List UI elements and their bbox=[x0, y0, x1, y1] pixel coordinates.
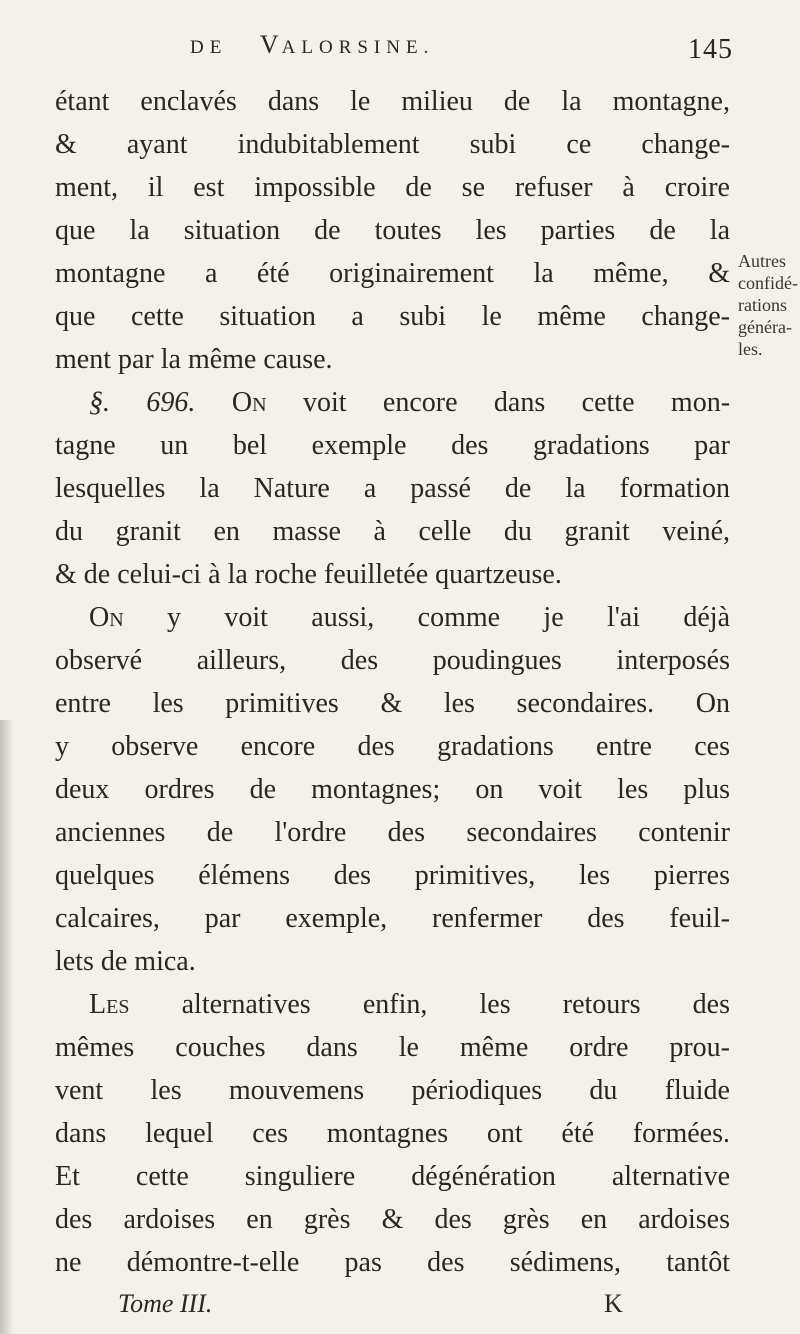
margin-note-line: généra- bbox=[738, 317, 792, 337]
text-line: Et cette singuliere dégénération alternative bbox=[55, 1161, 730, 1192]
margin-note-line: les. bbox=[738, 339, 763, 359]
margin-note-line: rations bbox=[738, 295, 787, 315]
paragraph-first-text: alternatives enfin, les retours des bbox=[181, 989, 730, 1020]
page-number: 145 bbox=[688, 34, 733, 65]
text-line: dans lequel ces montagnes ont été formées. bbox=[55, 1118, 730, 1149]
text-line: du granit en masse à celle du granit veiné, bbox=[55, 516, 730, 547]
text-line: y observe encore des gradations entre ces bbox=[55, 731, 730, 762]
margin-note bbox=[738, 250, 800, 360]
text-line: que cette situation a subi le même change- bbox=[55, 301, 730, 332]
text-line: que la situation de toutes les parties de la bbox=[55, 215, 730, 246]
text-line: ment par la même cause. bbox=[55, 344, 333, 375]
section-lead-word: On bbox=[231, 387, 267, 418]
text-line: lets de mica. bbox=[55, 946, 196, 977]
page-footer bbox=[118, 1289, 718, 1323]
running-head bbox=[190, 30, 610, 60]
text-line: mêmes couches dans le même ordre prou- bbox=[55, 1032, 730, 1063]
paragraph-lead-word: Les bbox=[89, 989, 130, 1020]
paragraph-first-text: y voit aussi, comme je l'ai déjà bbox=[167, 602, 730, 633]
body-text bbox=[55, 80, 730, 1284]
text-line: quelques élémens des primitives, les pierres bbox=[55, 860, 730, 891]
text-line: étant enclavés dans le milieu de la montagne, bbox=[55, 86, 730, 117]
signature-mark: K bbox=[604, 1289, 623, 1318]
paragraph-first-line bbox=[55, 596, 730, 639]
section-first-line bbox=[55, 381, 730, 424]
running-head-initial: V bbox=[259, 30, 282, 59]
running-head-prefix: DE bbox=[190, 37, 228, 58]
section-first-text: voit encore dans cette mon- bbox=[302, 387, 731, 418]
text-line: des ardoises en grès & des grès en ardoises bbox=[55, 1204, 730, 1235]
running-head-rest: ALORSINE. bbox=[281, 37, 435, 58]
margin-note-line: Autres bbox=[738, 251, 786, 271]
text-line: ment, il est impossible de se refuser à croire bbox=[55, 172, 730, 203]
text-line: entre les primitives & les secondaires. On bbox=[55, 688, 730, 719]
text-line: deux ordres de montagnes; on voit les plus bbox=[55, 774, 730, 805]
text-line: vent les mouvemens périodiques du fluide bbox=[55, 1075, 730, 1106]
text-line: & ayant indubitablement subi ce change- bbox=[55, 129, 730, 160]
page-edge-shadow bbox=[0, 720, 14, 1334]
paragraph-lead-word: On bbox=[89, 602, 124, 633]
margin-note-line: confidé- bbox=[738, 273, 798, 293]
text-line: tagne un bel exemple des gradations par bbox=[55, 430, 730, 461]
paragraph-first-line bbox=[55, 983, 730, 1026]
volume-label: Tome III. bbox=[118, 1289, 213, 1318]
section-number: §. 696. bbox=[89, 387, 196, 418]
text-line: lesquelles la Nature a passé de la formation bbox=[55, 473, 730, 504]
text-line: & de celui-ci à la roche feuilletée quartzeuse. bbox=[55, 559, 562, 590]
text-line: observé ailleurs, des poudingues interposés bbox=[55, 645, 730, 676]
text-line: ne démontre-t-elle pas des sédimens, tantôt bbox=[55, 1247, 730, 1278]
text-line: calcaires, par exemple, renfermer des feuil- bbox=[55, 903, 730, 934]
text-line: montagne a été originairement la même, & bbox=[55, 258, 730, 289]
text-line: anciennes de l'ordre des secondaires contenir bbox=[55, 817, 730, 848]
